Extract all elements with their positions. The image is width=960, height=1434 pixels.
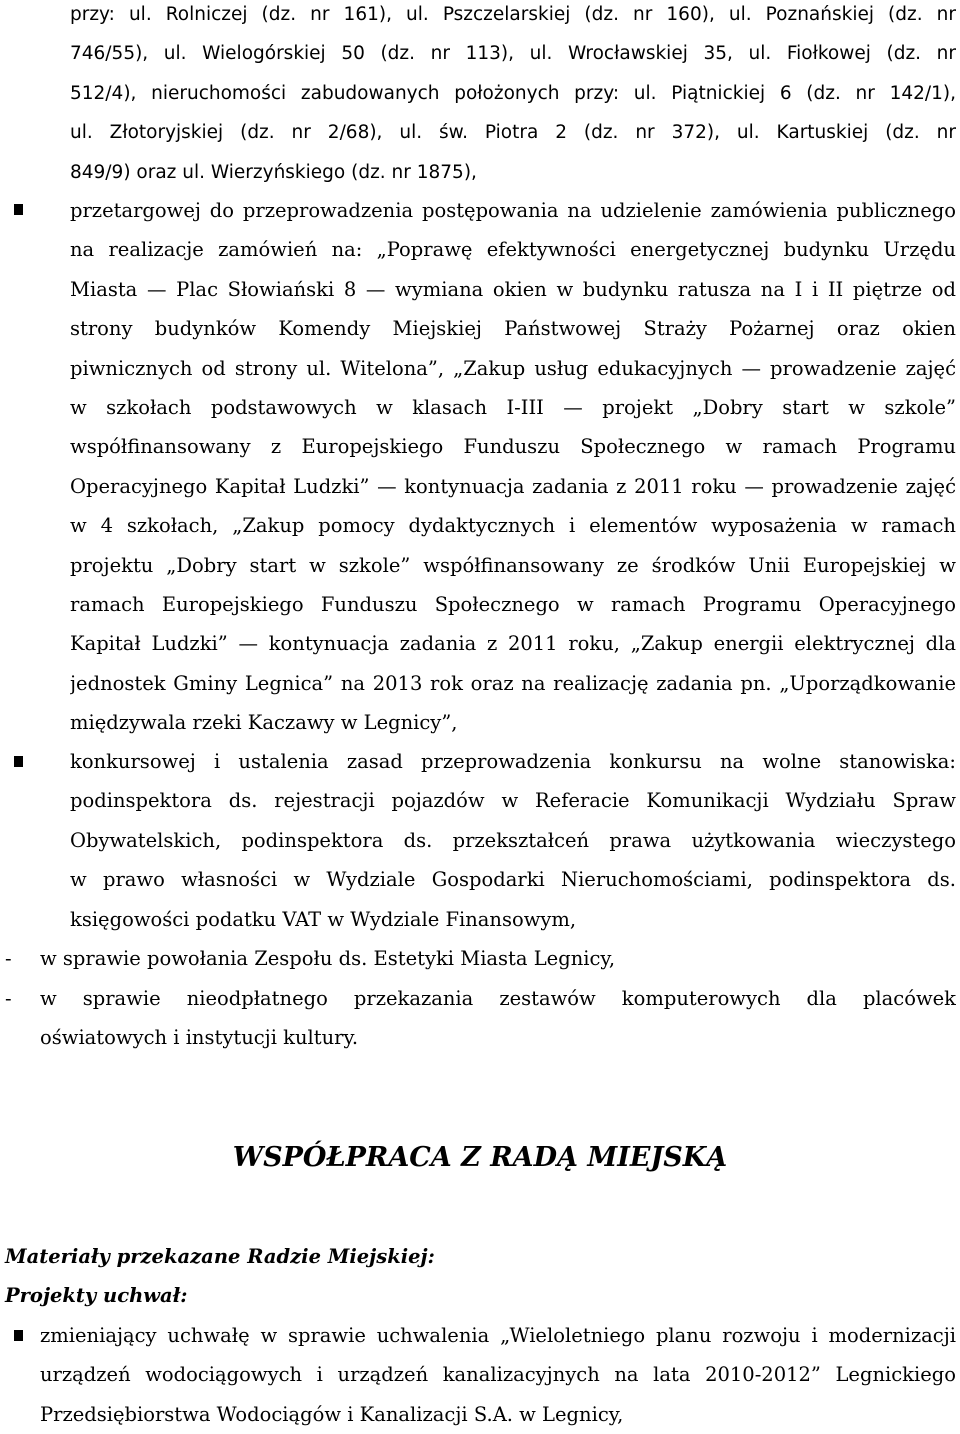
text-line: piwnicznych od strony ul. Witelona”, „Zakup usług edukacyjnych — prowadzenie zajęć	[70, 356, 956, 380]
text-line: przetargowej do przeprowadzenia postępowania na udzielenie zamówienia publicznego	[70, 199, 956, 222]
bullet-konkursowej	[70, 742, 956, 939]
bullet-zmieniajacy	[40, 1316, 956, 1434]
text-line: w sprawie nieodpłatnego przekazania zestawów komputerowych dla placówek	[40, 987, 956, 1010]
text-line: przy: ul. Rolniczej (dz. nr 161), ul. Pszczelarskiej (dz. nr 160), ul. Poznańskiej (dz. nr	[70, 4, 956, 25]
text-line: ramach Europejskiego Funduszu Społecznego w ramach Programu Operacyjnego	[70, 592, 956, 616]
text-line: Operacyjnego Kapitał Ludzki” — kontynuacja zadania z 2011 roku — prowadzenie zajęć	[70, 474, 956, 498]
text-line: w sprawie powołania Zespołu ds. Estetyki Miasta Legnicy,	[40, 947, 616, 970]
square-bullet-icon	[14, 204, 23, 215]
text-line: urządzeń wodociągowych i urządzeń kanalizacyjnych na lata 2010-2012” Legnickiego	[40, 1363, 956, 1387]
text-line: Miasta — Plac Słowiański 8 — wymiana okien w budynku ratusza na I i II piętrze od	[70, 277, 956, 301]
text-line: w szkołach podstawowych w klasach I-III — projekt „Dobry start w szkole”	[70, 395, 956, 419]
text-line: księgowości podatku VAT w Wydziale Finansowym,	[70, 907, 577, 931]
dash-item-zespol	[40, 939, 956, 978]
bullet-przetargowej	[70, 191, 956, 742]
text-line: Obywatelskich, podinspektora ds. przekształceń prawa użytkowania wieczystego	[70, 828, 956, 852]
text-line: w prawo własności w Wydziale Gospodarki Nieruchomościami, podinspektora ds.	[70, 868, 956, 892]
text-line: współfinansowany z Europejskiego Funduszu Społecznego w ramach Programu	[70, 435, 956, 459]
text-line: 849/9) oraz ul. Wierzyńskiego (dz. nr 1875),	[70, 161, 477, 183]
text-line: zmieniający uchwałę w sprawie uchwalenia „Wieloletniego planu rozwoju i modernizacji	[40, 1324, 956, 1347]
text-line: Kapitał Ludzki” — kontynuacja zadania z 2011 roku, „Zakup energii elektrycznej dla	[70, 632, 956, 656]
text-line: strony budynków Komendy Miejskiej Państwowej Straży Pożarnej oraz okien	[70, 317, 956, 341]
text-line: w 4 szkołach, „Zakup pomocy dydaktycznych i elementów wyposażenia w ramach	[70, 514, 956, 538]
dash-marker: -	[5, 987, 12, 1010]
text-line: oświatowych i instytucji kultury.	[40, 1026, 359, 1050]
text-line: międzywala rzeki Kaczawy w Legnicy”,	[70, 711, 458, 735]
subheading-materials: Materiały przekazane Radzie Miejskiej:	[5, 1245, 435, 1268]
text-line: konkursowej i ustalenia zasad przeprowadzenia konkursu na wolne stanowiska:	[70, 750, 956, 773]
intro-paragraph	[70, 0, 956, 192]
text-line: 746/55), ul. Wielogórskiej 50 (dz. nr 113), ul. Wrocławskiej 35, ul. Fiołkowej (dz. nr	[70, 43, 956, 65]
subheading-projects: Projekty uchwał:	[5, 1284, 188, 1307]
text-line: 512/4), nieruchomości zabudowanych położonych przy: ul. Piątnickiej 6 (dz. nr 142/1),	[70, 82, 956, 104]
square-bullet-icon	[14, 756, 23, 767]
text-line: na realizacje zamówień na: „Poprawę efektywności energetycznej budynku Urzędu	[70, 238, 956, 262]
text-line: podinspektora ds. rejestracji pojazdów w Referacie Komunikacji Wydziału Spraw	[70, 789, 956, 813]
square-bullet-icon	[14, 1330, 23, 1341]
text-line: Przedsiębiorstwa Wodociągów i Kanalizacji S.A. w Legnicy,	[40, 1402, 624, 1426]
text-line: projektu „Dobry start w szkole” współfinansowany ze środków Unii Europejskiej w	[70, 553, 956, 577]
section-heading: WSPÓŁPRACA Z RADĄ MIEJSKĄ	[232, 1142, 728, 1173]
dash-item-komputery	[40, 979, 956, 1058]
text-line: ul. Złotoryjskiej (dz. nr 2/68), ul. św. Piotra 2 (dz. nr 372), ul. Kartuskiej (dz. nr	[70, 122, 956, 144]
dash-marker: -	[5, 947, 12, 970]
text-line: jednostek Gminy Legnica” na 2013 rok oraz na realizację zadania pn. „Uporządkowanie	[70, 671, 956, 695]
